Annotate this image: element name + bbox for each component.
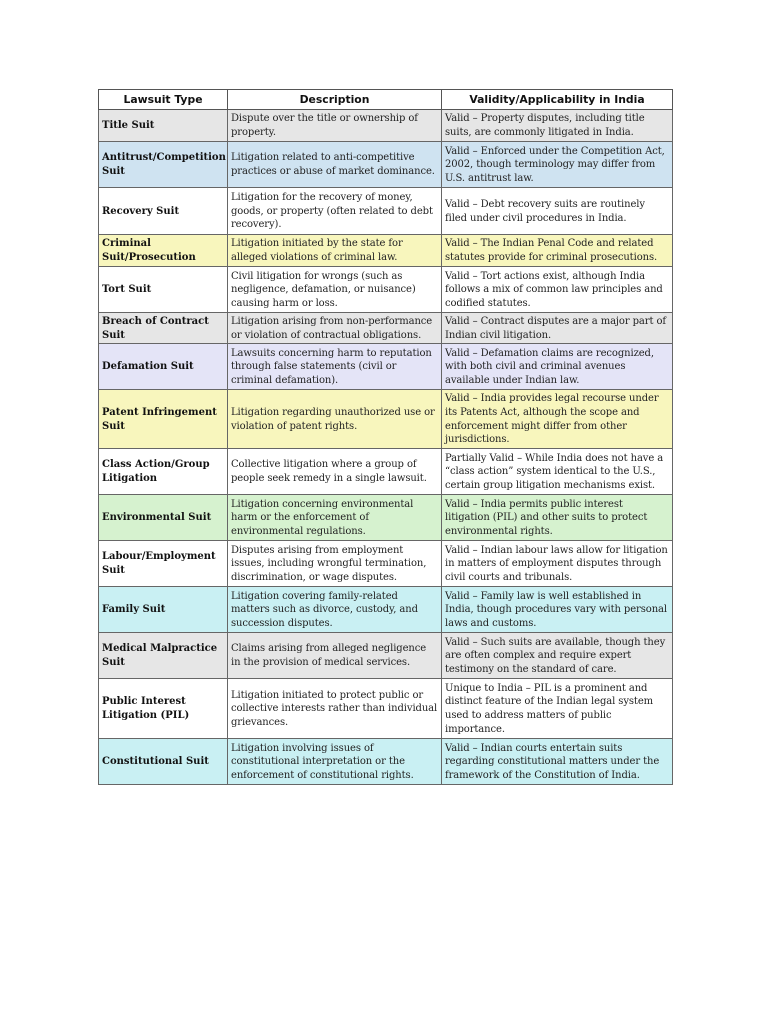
table-row	[99, 390, 673, 449]
description-cell: Litigation related to anti-competitive practices or abuse of market dominance.	[228, 142, 442, 188]
lawsuit-type-cell: Defamation Suit	[99, 344, 228, 390]
description-cell: Claims arising from alleged negligence in the provision of medical services.	[228, 633, 442, 679]
header-validity: Validity/Applicability in India	[442, 90, 673, 110]
table-row	[99, 449, 673, 495]
lawsuit-type-cell: Tort Suit	[99, 267, 228, 313]
description-cell: Collective litigation where a group of people seek remedy in a single lawsuit.	[228, 449, 442, 495]
description-cell: Litigation concerning environmental harm or the enforcement of environmental regulations.	[228, 495, 442, 541]
validity-cell: Valid – The Indian Penal Code and related statutes provide for criminal prosecutions.	[442, 235, 673, 267]
description-cell: Litigation for the recovery of money, goods, or property (often related to debt recovery).	[228, 188, 442, 235]
validity-cell: Valid – Tort actions exist, although India follows a mix of common law principles and codified statutes.	[442, 267, 673, 313]
lawsuit-type-cell: Patent Infringement Suit	[99, 390, 228, 449]
description-cell: Litigation initiated by the state for alleged violations of criminal law.	[228, 235, 442, 267]
validity-cell: Valid – India permits public interest litigation (PIL) and other suits to protect environmental rights.	[442, 495, 673, 541]
description-cell: Civil litigation for wrongs (such as negligence, defamation, or nuisance) causing harm or loss.	[228, 267, 442, 313]
lawsuit-type-cell: Family Suit	[99, 587, 228, 633]
lawsuit-type-cell: Antitrust/Competition Suit	[99, 142, 228, 188]
validity-cell: Valid – Enforced under the Competition Act, 2002, though terminology may differ from U.S. antitrust law.	[442, 142, 673, 188]
validity-cell: Valid – Family law is well established in India, though procedures vary with personal laws and customs.	[442, 587, 673, 633]
table-header-row	[99, 90, 673, 110]
table-row	[99, 188, 673, 235]
lawsuit-type-cell: Medical Malpractice Suit	[99, 633, 228, 679]
lawsuit-type-cell: Environmental Suit	[99, 495, 228, 541]
table-row	[99, 344, 673, 390]
lawsuit-table	[98, 89, 673, 785]
validity-cell: Valid – Debt recovery suits are routinely filed under civil procedures in India.	[442, 188, 673, 235]
lawsuit-type-cell: Class Action/Group Litigation	[99, 449, 228, 495]
validity-cell: Valid – Contract disputes are a major part of Indian civil litigation.	[442, 313, 673, 344]
description-cell: Dispute over the title or ownership of property.	[228, 110, 442, 142]
table-row	[99, 495, 673, 541]
validity-cell: Valid – Indian labour laws allow for litigation in matters of employment disputes through civil courts and tribunals.	[442, 541, 673, 587]
lawsuit-type-cell: Criminal Suit/Prosecution	[99, 235, 228, 267]
table-row	[99, 633, 673, 679]
validity-cell: Unique to India – PIL is a prominent and distinct feature of the Indian legal system used to address matters of public importance.	[442, 679, 673, 739]
description-cell: Disputes arising from employment issues, including wrongful termination, discrimination, or wage disputes.	[228, 541, 442, 587]
description-cell: Litigation arising from non-performance or violation of contractual obligations.	[228, 313, 442, 344]
validity-cell: Valid – Defamation claims are recognized, with both civil and criminal avenues available under Indian law.	[442, 344, 673, 390]
table-row	[99, 267, 673, 313]
validity-cell: Valid – Property disputes, including title suits, are commonly litigated in India.	[442, 110, 673, 142]
header-lawsuit-type: Lawsuit Type	[99, 90, 228, 110]
table-row	[99, 679, 673, 739]
validity-cell: Valid – India provides legal recourse under its Patents Act, although the scope and enforcement might differ from other jurisdictions.	[442, 390, 673, 449]
description-cell: Lawsuits concerning harm to reputation through false statements (civil or criminal defamation).	[228, 344, 442, 390]
table-row	[99, 110, 673, 142]
lawsuit-type-cell: Recovery Suit	[99, 188, 228, 235]
header-description: Description	[228, 90, 442, 110]
table-row	[99, 235, 673, 267]
description-cell: Litigation involving issues of constitutional interpretation or the enforcement of constitutional rights.	[228, 739, 442, 785]
description-cell: Litigation regarding unauthorized use or violation of patent rights.	[228, 390, 442, 449]
table-row	[99, 541, 673, 587]
description-cell: Litigation initiated to protect public or collective interests rather than individual grievances.	[228, 679, 442, 739]
description-cell: Litigation covering family-related matters such as divorce, custody, and succession disputes.	[228, 587, 442, 633]
lawsuit-type-cell: Constitutional Suit	[99, 739, 228, 785]
validity-cell: Valid – Such suits are available, though they are often complex and require expert testimony on the standard of care.	[442, 633, 673, 679]
table-row	[99, 313, 673, 344]
lawsuit-type-cell: Labour/Employment Suit	[99, 541, 228, 587]
validity-cell: Partially Valid – While India does not have a “class action” system identical to the U.S., certain group litigation mechanisms exist.	[442, 449, 673, 495]
table-row	[99, 587, 673, 633]
validity-cell: Valid – Indian courts entertain suits regarding constitutional matters under the framework of the Constitution of India.	[442, 739, 673, 785]
lawsuit-type-cell: Breach of Contract Suit	[99, 313, 228, 344]
lawsuit-type-cell: Title Suit	[99, 110, 228, 142]
table-row	[99, 142, 673, 188]
lawsuit-type-cell: Public Interest Litigation (PIL)	[99, 679, 228, 739]
table-row	[99, 739, 673, 785]
